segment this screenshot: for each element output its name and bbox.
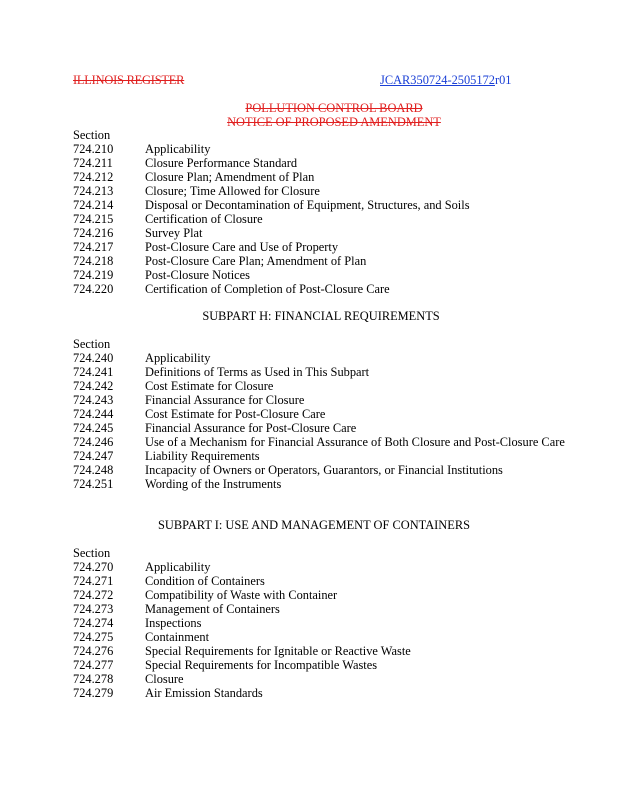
section-number: 724.240: [73, 351, 114, 365]
section-number: 724.241: [73, 365, 114, 379]
section-title: Closure; Time Allowed for Closure: [145, 184, 320, 198]
section-number: 724.220: [73, 282, 114, 296]
subpart-i-section-list: [73, 546, 593, 700]
section-title: Wording of the Instruments: [145, 477, 282, 491]
subpart-h-rows: [73, 351, 593, 491]
header-jcar-id: [380, 73, 512, 88]
section-number: 724.275: [73, 630, 114, 644]
subpart-h-heading: SUBPART H: FINANCIAL REQUIREMENTS: [202, 309, 440, 323]
section-title: Cost Estimate for Post-Closure Care: [145, 407, 326, 421]
section-row: [73, 588, 593, 602]
section-row: [73, 644, 593, 658]
section-title: Post-Closure Care Plan; Amendment of Plan: [145, 254, 367, 268]
header-jcar-suffix: r01: [494, 73, 512, 87]
subpart-i-rows: [73, 560, 593, 700]
section-number: 724.271: [73, 574, 114, 588]
section-number: 724.219: [73, 268, 114, 282]
section-row: [73, 184, 593, 198]
header-register-title: ILLINOIS REGISTER: [73, 73, 185, 87]
section-title: Certification of Completion of Post-Closure Care: [145, 282, 390, 296]
section-row: [73, 407, 593, 421]
section-row: [73, 254, 593, 268]
section-row: [73, 393, 593, 407]
section-number: 724.214: [73, 198, 114, 212]
section-title: Definitions of Terms as Used in This Subpart: [145, 365, 370, 379]
section-number: 724.270: [73, 560, 114, 574]
section-title: Disposal or Decontamination of Equipment, Structures, and Soils: [145, 198, 470, 212]
subpart-h-section-list: [73, 337, 593, 491]
section-number: 724.277: [73, 658, 114, 672]
section-title: Incapacity of Owners or Operators, Guarantors, or Financial Institutions: [145, 463, 503, 477]
section-number: 724.218: [73, 254, 114, 268]
section-number: 724.216: [73, 226, 114, 240]
section-title: Certification of Closure: [145, 212, 263, 226]
section-title: Condition of Containers: [145, 574, 265, 588]
section-number: 724.273: [73, 602, 114, 616]
section-number: 724.217: [73, 240, 114, 254]
section-title: Containment: [145, 630, 210, 644]
section-title: Inspections: [145, 616, 202, 630]
section-number: 724.278: [73, 672, 114, 686]
section-title: Management of Containers: [145, 602, 280, 616]
section-number: 724.274: [73, 616, 114, 630]
section-number: 724.211: [73, 156, 113, 170]
section-title: Closure Plan; Amendment of Plan: [145, 170, 315, 184]
section-title: Post-Closure Care and Use of Property: [145, 240, 339, 254]
section-title: Applicability: [145, 142, 211, 156]
section-row: [73, 477, 593, 491]
header-jcar-number: JCAR350724-2505172: [380, 73, 495, 87]
subpart-g-rows: [73, 142, 593, 296]
section-number: 724.248: [73, 463, 114, 477]
section-title: Financial Assurance for Post-Closure Care: [145, 421, 357, 435]
notice-title: NOTICE OF PROPOSED AMENDMENT: [227, 115, 441, 129]
section-number: 724.276: [73, 644, 114, 658]
section-row: [73, 630, 593, 644]
section-row: [73, 658, 593, 672]
section-number: 724.210: [73, 142, 114, 156]
section-row: [73, 282, 593, 296]
section-row: [73, 170, 593, 184]
section-number: 724.244: [73, 407, 114, 421]
section-title: Financial Assurance for Closure: [145, 393, 305, 407]
section-title: Closure Performance Standard: [145, 156, 298, 170]
section-row: [73, 240, 593, 254]
section-title: Cost Estimate for Closure: [145, 379, 274, 393]
section-row: [73, 686, 593, 700]
section-number: 724.279: [73, 686, 114, 700]
section-number: 724.245: [73, 421, 114, 435]
section-number: 724.212: [73, 170, 114, 184]
section-row: [73, 212, 593, 226]
section-row: [73, 463, 593, 477]
section-row: [73, 156, 593, 170]
section-number: 724.243: [73, 393, 114, 407]
section-row: [73, 574, 593, 588]
section-row: [73, 435, 593, 449]
section-title: Special Requirements for Ignitable or Reactive Waste: [145, 644, 411, 658]
section-row: [73, 365, 593, 379]
section-title: Applicability: [145, 560, 211, 574]
board-title: POLLUTION CONTROL BOARD: [245, 101, 423, 115]
section-number: 724.272: [73, 588, 114, 602]
section-title: Use of a Mechanism for Financial Assurance of Both Closure and Post-Closure Care: [145, 435, 565, 449]
section-row: [73, 198, 593, 212]
section-label: Section: [73, 546, 111, 560]
section-number: 724.242: [73, 379, 114, 393]
section-row: [73, 226, 593, 240]
section-row: [73, 379, 593, 393]
section-title: Post-Closure Notices: [145, 268, 250, 282]
section-row: [73, 602, 593, 616]
section-row: [73, 560, 593, 574]
section-title: Liability Requirements: [145, 449, 260, 463]
section-title: Closure: [145, 672, 184, 686]
section-title: Compatibility of Waste with Container: [145, 588, 338, 602]
section-row: [73, 672, 593, 686]
section-number: 724.215: [73, 212, 114, 226]
section-row: [73, 449, 593, 463]
section-title: Survey Plat: [145, 226, 203, 240]
section-number: 724.247: [73, 449, 114, 463]
section-row: [73, 268, 593, 282]
subpart-g-section-list: [73, 128, 593, 296]
section-number: 724.213: [73, 184, 114, 198]
section-label: Section: [73, 337, 111, 351]
section-number: 724.251: [73, 477, 114, 491]
section-title: Air Emission Standards: [145, 686, 263, 700]
section-row: [73, 616, 593, 630]
section-title: Special Requirements for Incompatible Wastes: [145, 658, 378, 672]
section-number: 724.246: [73, 435, 114, 449]
subpart-i-heading: SUBPART I: USE AND MANAGEMENT OF CONTAINERS: [158, 518, 470, 532]
section-label: Section: [73, 128, 111, 142]
section-title: Applicability: [145, 351, 211, 365]
section-row: [73, 421, 593, 435]
section-row: [73, 142, 593, 156]
section-row: [73, 351, 593, 365]
